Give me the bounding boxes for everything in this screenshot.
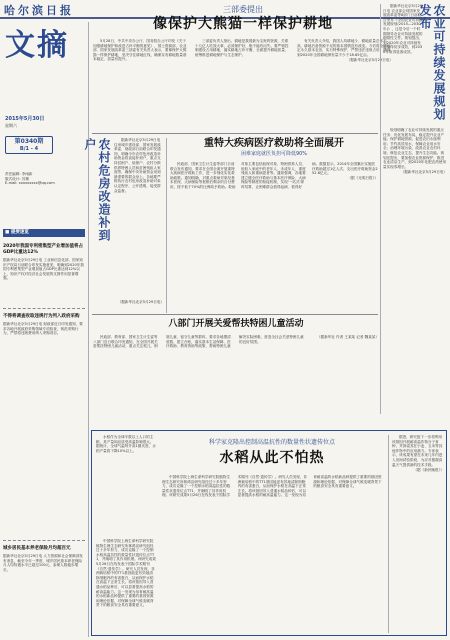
rule-under-medical: [92, 314, 378, 315]
rice-overline: 科学家克隆出控制高温抗性的数量性状遗传位点: [208, 439, 335, 446]
rice-body: [162, 475, 384, 631]
paragraph: 据新华社北京5月29日电 住房城乡建设部、国家发展改革委、财政部日前联合印发通知，明确今年农村危房改造补助资金将直接补到户，重点支持贫困户、低保户、农村分散供养特困人员和贫困残疾人家庭等，确保中央补助资金用到最需要的群众身上。各地要严格执行农村危房改造补助对象认定程序，公开透明，接受群众监督。: [114, 138, 161, 193]
brief-item: [3, 314, 85, 497]
byline: （据新华社 作者 王某某 记者 魏某某）: [316, 335, 379, 339]
paragraph: 有关负责人介绍，我国人均耕地少、耕地质量总体不高、耕地后备资源不足的基本国情没有改变。今后将全面划定永久基本农田，实行特殊保护，严禁违法违规占用，确保到2020年全国耕地保有量不少于18.65亿亩。: [297, 39, 391, 57]
medical-body: [170, 162, 378, 312]
medical-subhead: 困难家庭就医负担可降低90%: [240, 151, 308, 157]
rice-intro: [96, 435, 156, 535]
rural-vertical-title: 农村危房改造补到户: [83, 138, 111, 242]
brief-item: [3, 244, 85, 302]
rice-inner-divider: [388, 435, 389, 633]
right-bottom-body: [383, 128, 447, 413]
brief-header: [3, 229, 85, 237]
rice-headline: 水稻从此不怕热: [219, 450, 325, 466]
paragraph: 规划明确了农业可持续发展的重点任务：优化发展布局，稳定提升农业产能；保护耕地资源，促进农田永续利用；节约高效用水，保障农业用水安全；治理环境污染，改善农业农村环境；修复农业生态，提升生态功能。规划还提出，要加强农业资源保护，推进农业清洁生产，到2020年化肥农药使用量实现零增长。: [383, 128, 447, 169]
poverty-headline: 八部门开展关爱帮扶特困儿童活动: [168, 319, 304, 329]
rule-under-top: [92, 133, 378, 134]
paragraph: 民政部、教育部、国家卫生计生委等八部门近日联合印发通知，在全国开展关爱帮扶特困儿童活动，重点关注孤儿、困境儿童、留守儿童等群体，要求各地摸清底数、建立台账，落实基本生活保障、医疗救助、教育资助等政策，帮助特困儿童解决实际困难，营造全社会关爱特困儿童的良好氛围。: [93, 335, 304, 349]
section-title: 文摘: [5, 28, 69, 63]
brief-body: 据新华社北京5月29日电 财政部近日印发通知，要求各地开展政府采购领域专项检查，规范采购行为，严禁将违规费用纳入采购项目。: [3, 322, 83, 336]
rural-divider: [166, 138, 167, 313]
paragraph: 中国科学院上海生命科学研究院植物生理生态研究所林鸿宣研究组经过十多年努力，成功克隆了一个控制水稻高温抗性的数量性状遗传位点TT1，并阐明了其作用机理。该研究成果5月26日在线发表于国际学术期刊《自然·遗传学》。研究人员发现，非洲栽培稻中的TT1基因能更有效地清除细胞内的有害蛋白，从而保护水稻在高温下正常生长。将该基因导入普通水稻品种后，可以显著提高水稻的耐高温能力。这一发现为培育耐高温的水稻新品种提供了重要的基因资源和理论依据，对保障全球气候变暖背景下的粮食安全具有重要意义。: [162, 475, 382, 498]
brief-item: [3, 546, 85, 634]
poverty-story: [93, 318, 379, 410]
paragraph: 据悉，研究组下一步将利用该基因开展耐高温作物分子育种，并探索其在小麦、玉米等其他作物中的应用潜力。专家表示，该成果有望在未来几年内进入田间试验阶段，为应对极端高温天气提供新的技术手段。: [392, 435, 443, 467]
brief-title: 城乡居民基本养老保险月均超百元: [3, 546, 71, 551]
brief-body: 据新华社北京5月29日电 人力资源和社会保障部发布消息，截至今年一季度，城乡居民基本养老保险月人均待遇水平已超过100元，参保人数稳步增长。: [3, 554, 83, 572]
paragraph: 水稻作为全球半数以上人口的主粮，其产量和品质受高温影响很大。据统计，全球气温每升高1摄氏度，水稻产量将下降10%以上。: [96, 435, 156, 453]
right-divider: [380, 4, 381, 414]
brief-body: 据新华社北京5月29日电 工业和信息化部、国家知识产权局日前联合印发实施意见，明确到2020年我国专利密集型产业增加值占GDP比重达到12%以上，知识产权对经济社会发展的支撑作用显著增强。: [3, 258, 85, 281]
byline: （据新华社北京5月29日电）: [400, 169, 447, 174]
brief-divider: [3, 308, 85, 309]
top-story-body: [93, 39, 393, 127]
left-divider: [88, 22, 89, 637]
byline: （据《光明日报》）: [347, 176, 378, 181]
right-top-body: [383, 4, 423, 104]
top-story-headline: 像保护大熊猫一样保护耕地: [153, 16, 333, 32]
medical-story: [170, 137, 378, 313]
rice-story: [91, 430, 447, 636]
top-story-overline: 三部委提出: [223, 5, 263, 14]
byline: （据《新民晚报》）: [413, 467, 444, 472]
brief-divider: [3, 540, 85, 541]
rural-story-byline: （据新华社北京5月29日电）: [117, 300, 164, 304]
paragraph: 5月28日，中共中央办公厅、国务院办公厅印发《关于加强耕地保护和改进占补平衡的意见》，国土资源部、农业部、国家发展改革委三部委有关负责人表示，要像保护大熊猫一样保护耕地，坚决守住耕地红线，确保实有耕地数量基本稳定、质量有提升。: [93, 39, 187, 62]
paragraph: 据新华社北京5月29日电 农业部会同国家发展改革委等8部门日前联合发布《全国农业可持续发展规划(2015—2030年)》，这是今后一个时期指导农业可持续发展的纲领性文件。规划提出，到2020年农业可持续发展取得初步成效，到2030年取得显著成效。: [383, 4, 423, 54]
medical-headline: 重特大疾病医疗救助将全面展开: [204, 138, 344, 149]
brief-title: 不得将调查收取违规行为列入政府采购: [3, 314, 80, 319]
issue-number: 第0340期: [14, 138, 44, 145]
byline: （据新华社北京5月29日电）: [346, 57, 393, 62]
rural-story-body: [114, 138, 164, 306]
paragraph: 三部委负责人指出，耕地是我国最为宝贵的资源，关系十几亿人吃饭大事，必须保护好，绝不能有闪失。要严格控制建设占用耕地，落实耕地占补平衡，全面提升耕地质量，统筹推进耕地保护与生态保护。: [195, 39, 289, 57]
rice-body-left: [96, 539, 156, 633]
weekday: 星期六: [5, 123, 17, 128]
paragraph: 民政部、国家卫生计生委等部门日前联合发布通知，要求在全国全面开展重特大疾病医疗救助工作，进一步细化实化救助政策。通知明确，对重点救助对象经基本医保、大病保险等报销后剩余的自付费用，按不低于70%的比例给予救助。救助对象主要包括低保对象、特困供养人员、低收入家庭中的老年人、未成年人、重度残疾人和重病患者等。通知强调，各地要建立健全医疗救助与基本医疗保险、大病保险等制度的衔接机制，实现'一站式'即时结算，让困难群众看得起病、看得好病。数据显示，2014年全国累计实施医疗救助超过1亿人次，支出医疗救助资金252.6亿元。: [170, 162, 378, 189]
left-column: [3, 22, 88, 637]
date-line: 2015年5月30日: [5, 116, 45, 122]
paper-name: 哈尔滨日报: [4, 4, 74, 17]
issue-badge: [5, 136, 53, 154]
top-story: [93, 4, 393, 132]
paragraph: 中国科学院上海生命科学研究院植物生理生态研究所林鸿宣研究组经过十多年努力，成功克隆了一个控制水稻高温抗性的数量性状遗传位点TT1，并阐明了其作用机理。该研究成果5月26日在线发表于国际学术期刊《自然·遗传学》。研究人员发现，非洲栽培稻中的TT1基因能更有效地清除细胞内的有害蛋白，从而保护水稻在高温下正常生长。将该基因导入普通水稻品种后，可以显著提高水稻的耐高温能力。这一发现为培育耐高温的水稻新品种提供了重要的基因资源和理论依据，对保障全球气候变暖背景下的粮食安全具有重要意义。: [96, 539, 156, 608]
poverty-body: [93, 335, 379, 407]
right-vertical-title: 农业可持续发展规划发布: [418, 4, 446, 121]
page-range: B/1 - 4: [19, 146, 39, 152]
brief-header-label: ■ 提要速览: [5, 230, 29, 235]
rice-side-body: [392, 435, 444, 633]
editor-info: 责任编辑: 李雨新 版式设计: 苏珊 E-mail: xxxxxxxxx@qq.com: [5, 172, 55, 186]
brief-title: 2020年我国专利密集型产业增加值将占GDP比重达12%: [3, 244, 84, 255]
